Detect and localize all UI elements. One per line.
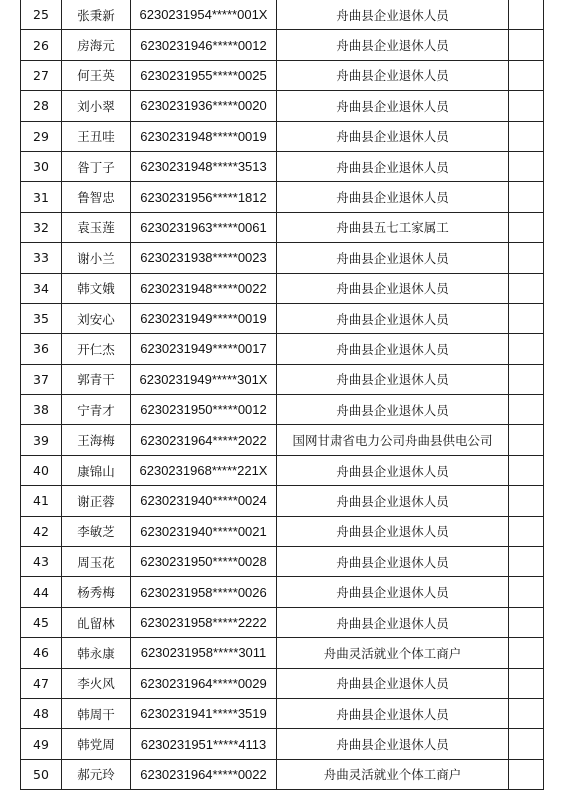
table-row — [21, 547, 544, 577]
row-number: 35 — [21, 303, 62, 333]
remark-cell — [509, 668, 544, 698]
remark-cell — [509, 395, 544, 425]
table-row — [21, 60, 544, 90]
work-unit: 舟曲县企业退休人员 — [277, 60, 509, 90]
work-unit: 舟曲县企业退休人员 — [277, 273, 509, 303]
id-number: 6230231968*****221X — [131, 455, 277, 485]
remark-cell — [509, 91, 544, 121]
person-name: 开仁杰 — [62, 334, 131, 364]
person-name: 袁玉莲 — [62, 212, 131, 242]
row-number: 34 — [21, 273, 62, 303]
table-row — [21, 729, 544, 759]
row-number: 29 — [21, 121, 62, 151]
table-row — [21, 30, 544, 60]
id-number: 6230231964*****0022 — [131, 759, 277, 789]
id-number: 6230231950*****0028 — [131, 547, 277, 577]
remark-cell — [509, 759, 544, 789]
table-row — [21, 273, 544, 303]
id-number: 6230231958*****0026 — [131, 577, 277, 607]
row-number: 32 — [21, 212, 62, 242]
row-number: 43 — [21, 547, 62, 577]
id-number: 6230231963*****0061 — [131, 212, 277, 242]
work-unit: 舟曲县企业退休人员 — [277, 486, 509, 516]
table-row — [21, 759, 544, 789]
work-unit: 舟曲县企业退休人员 — [277, 182, 509, 212]
work-unit: 舟曲县企业退休人员 — [277, 516, 509, 546]
remark-cell — [509, 577, 544, 607]
id-number: 6230231958*****2222 — [131, 607, 277, 637]
person-name: 康锦山 — [62, 455, 131, 485]
row-number: 38 — [21, 395, 62, 425]
table-row — [21, 638, 544, 668]
person-name: 鲁智忠 — [62, 182, 131, 212]
row-number: 46 — [21, 638, 62, 668]
row-number: 30 — [21, 151, 62, 181]
person-name: 韩文娥 — [62, 273, 131, 303]
remark-cell — [509, 516, 544, 546]
table-row — [21, 425, 544, 455]
person-name: 刘小翠 — [62, 91, 131, 121]
work-unit: 舟曲县企业退休人员 — [277, 668, 509, 698]
id-number: 6230231950*****0012 — [131, 395, 277, 425]
work-unit: 舟曲县企业退休人员 — [277, 0, 509, 30]
row-number: 36 — [21, 334, 62, 364]
id-number: 6230231941*****3519 — [131, 698, 277, 728]
table-row — [21, 243, 544, 273]
person-name: 郭青干 — [62, 364, 131, 394]
person-name: 谢正蓉 — [62, 486, 131, 516]
remark-cell — [509, 273, 544, 303]
person-name: 王丑哇 — [62, 121, 131, 151]
remark-cell — [509, 334, 544, 364]
table-row — [21, 212, 544, 242]
person-name: 李火风 — [62, 668, 131, 698]
work-unit: 舟曲县企业退休人员 — [277, 30, 509, 60]
row-number: 31 — [21, 182, 62, 212]
remark-cell — [509, 486, 544, 516]
row-number: 48 — [21, 698, 62, 728]
table-row — [21, 455, 544, 485]
work-unit: 舟曲县企业退休人员 — [277, 121, 509, 151]
remark-cell — [509, 212, 544, 242]
row-number: 25 — [21, 0, 62, 30]
id-number: 6230231940*****0024 — [131, 486, 277, 516]
table-row — [21, 182, 544, 212]
id-number: 6230231946*****0012 — [131, 30, 277, 60]
remark-cell — [509, 121, 544, 151]
row-number: 45 — [21, 607, 62, 637]
person-name: 昝丁子 — [62, 151, 131, 181]
person-name: 何王英 — [62, 60, 131, 90]
person-name: 韩永康 — [62, 638, 131, 668]
person-name: 刘安心 — [62, 303, 131, 333]
work-unit: 舟曲县企业退休人员 — [277, 607, 509, 637]
table-row — [21, 395, 544, 425]
id-number: 6230231938*****0023 — [131, 243, 277, 273]
remark-cell — [509, 698, 544, 728]
row-number: 28 — [21, 91, 62, 121]
id-number: 6230231949*****301X — [131, 364, 277, 394]
table-row — [21, 607, 544, 637]
remark-cell — [509, 729, 544, 759]
roster-body — [21, 0, 544, 790]
id-number: 6230231949*****0017 — [131, 334, 277, 364]
remark-cell — [509, 425, 544, 455]
table-row — [21, 334, 544, 364]
id-number: 6230231949*****0019 — [131, 303, 277, 333]
person-name: 周玉花 — [62, 547, 131, 577]
remark-cell — [509, 60, 544, 90]
table-row — [21, 364, 544, 394]
person-name: 杨秀梅 — [62, 577, 131, 607]
person-name: 张秉新 — [62, 0, 131, 30]
id-number: 6230231958*****3011 — [131, 638, 277, 668]
work-unit: 舟曲县企业退休人员 — [277, 455, 509, 485]
work-unit: 舟曲县企业退休人员 — [277, 577, 509, 607]
remark-cell — [509, 455, 544, 485]
remark-cell — [509, 0, 544, 30]
table-row — [21, 151, 544, 181]
work-unit: 舟曲县企业退休人员 — [277, 243, 509, 273]
table-row — [21, 486, 544, 516]
remark-cell — [509, 547, 544, 577]
row-number: 26 — [21, 30, 62, 60]
person-name: 宁青才 — [62, 395, 131, 425]
table-row — [21, 0, 544, 30]
work-unit: 舟曲县五七工家属工 — [277, 212, 509, 242]
work-unit: 舟曲县企业退休人员 — [277, 151, 509, 181]
table-row — [21, 577, 544, 607]
row-number: 41 — [21, 486, 62, 516]
id-number: 6230231964*****0029 — [131, 668, 277, 698]
id-number: 6230231955*****0025 — [131, 60, 277, 90]
row-number: 39 — [21, 425, 62, 455]
remark-cell — [509, 151, 544, 181]
row-number: 27 — [21, 60, 62, 90]
id-number: 6230231940*****0021 — [131, 516, 277, 546]
row-number: 49 — [21, 729, 62, 759]
work-unit: 舟曲县企业退休人员 — [277, 334, 509, 364]
roster-table — [20, 0, 544, 790]
remark-cell — [509, 638, 544, 668]
id-number: 6230231956*****1812 — [131, 182, 277, 212]
work-unit: 国网甘肃省电力公司舟曲县供电公司 — [277, 425, 509, 455]
id-number: 6230231948*****0022 — [131, 273, 277, 303]
remark-cell — [509, 243, 544, 273]
row-number: 40 — [21, 455, 62, 485]
work-unit: 舟曲县企业退休人员 — [277, 698, 509, 728]
work-unit: 舟曲县企业退休人员 — [277, 303, 509, 333]
table-row — [21, 303, 544, 333]
table-row — [21, 91, 544, 121]
row-number: 33 — [21, 243, 62, 273]
id-number: 6230231948*****3513 — [131, 151, 277, 181]
work-unit: 舟曲县企业退休人员 — [277, 395, 509, 425]
work-unit: 舟曲灵活就业个体工商户 — [277, 638, 509, 668]
id-number: 6230231964*****2022 — [131, 425, 277, 455]
work-unit: 舟曲灵活就业个体工商户 — [277, 759, 509, 789]
person-name: 郝元玲 — [62, 759, 131, 789]
id-number: 6230231936*****0020 — [131, 91, 277, 121]
person-name: 韩党周 — [62, 729, 131, 759]
id-number: 6230231954*****001X — [131, 0, 277, 30]
id-number: 6230231948*****0019 — [131, 121, 277, 151]
work-unit: 舟曲县企业退休人员 — [277, 547, 509, 577]
table-row — [21, 698, 544, 728]
remark-cell — [509, 364, 544, 394]
id-number: 6230231951*****4113 — [131, 729, 277, 759]
row-number: 47 — [21, 668, 62, 698]
person-name: 王海梅 — [62, 425, 131, 455]
remark-cell — [509, 303, 544, 333]
person-name: 韩周干 — [62, 698, 131, 728]
row-number: 50 — [21, 759, 62, 789]
work-unit: 舟曲县企业退休人员 — [277, 91, 509, 121]
remark-cell — [509, 607, 544, 637]
person-name: 房海元 — [62, 30, 131, 60]
row-number: 44 — [21, 577, 62, 607]
row-number: 37 — [21, 364, 62, 394]
row-number: 42 — [21, 516, 62, 546]
table-row — [21, 516, 544, 546]
person-name: 谢小兰 — [62, 243, 131, 273]
person-name: 癿留林 — [62, 607, 131, 637]
table-row — [21, 121, 544, 151]
work-unit: 舟曲县企业退休人员 — [277, 364, 509, 394]
table-row — [21, 668, 544, 698]
work-unit: 舟曲县企业退休人员 — [277, 729, 509, 759]
remark-cell — [509, 30, 544, 60]
person-name: 李敏芝 — [62, 516, 131, 546]
remark-cell — [509, 182, 544, 212]
